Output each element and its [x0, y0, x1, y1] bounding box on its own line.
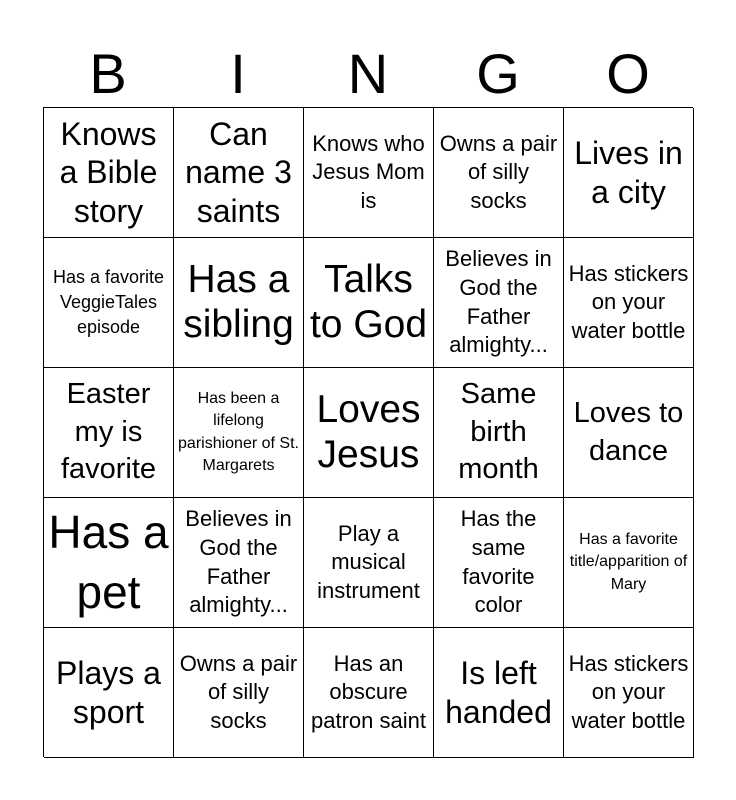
bingo-cell-r3-c1[interactable] [44, 368, 174, 498]
cell-text: Has the same favorite color [460, 506, 537, 618]
bingo-cell-r2-c1[interactable] [44, 238, 174, 368]
header-letter-i: I [230, 42, 246, 105]
cell-text: Is left handed [445, 655, 552, 730]
bingo-grid [43, 107, 693, 757]
cell-text: Loves to dance [573, 396, 684, 467]
bingo-cell-r2-c4[interactable] [434, 238, 564, 368]
cell-text: Lives in a city [574, 135, 683, 210]
cell-text: Has a favorite VeggieTales episode [52, 266, 165, 338]
bingo-cell-r5-c1[interactable] [44, 628, 174, 758]
bingo-cell-r5-c4[interactable] [434, 628, 564, 758]
bingo-cell-r5-c2[interactable] [174, 628, 304, 758]
cell-text: Believes in God the Father almighty... [445, 246, 552, 358]
bingo-cell-r2-c2[interactable] [174, 238, 304, 368]
bingo-cell-r3-c5[interactable] [564, 368, 694, 498]
cell-text: Owns a pair of silly socks [179, 650, 298, 733]
cell-text: Loves Jesus [316, 387, 421, 476]
bingo-cell-r4-c1[interactable] [44, 498, 174, 628]
bingo-cell-r4-c2[interactable] [174, 498, 304, 628]
bingo-cell-r1-c5[interactable] [564, 108, 694, 238]
cell-text: Same birth month [458, 377, 539, 486]
bingo-cell-r1-c3[interactable] [304, 108, 434, 238]
header-letter-b: B [89, 42, 127, 105]
bingo-cell-r3-c2[interactable] [174, 368, 304, 498]
cell-text: Has a sibling [183, 257, 294, 346]
bingo-cell-r2-c3[interactable] [304, 238, 434, 368]
bingo-cell-r4-c5[interactable] [564, 498, 694, 628]
bingo-cell-r3-c4[interactable] [434, 368, 564, 498]
bingo-cell-r5-c3[interactable] [304, 628, 434, 758]
cell-text: Has been a lifelong parishioner of St. Margarets [178, 389, 299, 474]
cell-text: Easter my is favorite [60, 377, 157, 486]
header-letter-o: O [606, 42, 650, 105]
bingo-cell-r1-c1[interactable] [44, 108, 174, 238]
cell-text: Has an obscure patron saint [311, 650, 426, 733]
cell-text: Can name 3 saints [185, 115, 292, 229]
header-letter-n: N [347, 42, 389, 105]
bingo-header [43, 40, 693, 108]
cell-text: Play a musical instrument [317, 520, 420, 603]
bingo-cell-r2-c5[interactable] [564, 238, 694, 368]
cell-text: Has stickers on your water bottle [568, 260, 689, 343]
cell-text: Has a favorite title/apparition of Mary [569, 530, 688, 593]
cell-text: Knows a Bible story [59, 115, 158, 229]
bingo-cell-r5-c5[interactable] [564, 628, 694, 758]
cell-text: Believes in God the Father almighty... [185, 506, 292, 618]
cell-text: Talks to God [309, 257, 428, 346]
bingo-cell-r4-c3[interactable] [304, 498, 434, 628]
cell-text: Knows who Jesus Mom is [312, 130, 425, 213]
bingo-cell-r4-c4[interactable] [434, 498, 564, 628]
header-letter-g: G [476, 42, 520, 105]
cell-text: Owns a pair of silly socks [439, 130, 558, 213]
bingo-cell-r1-c2[interactable] [174, 108, 304, 238]
cell-text: Has stickers on your water bottle [568, 650, 689, 733]
bingo-cell-r3-c3[interactable] [304, 368, 434, 498]
cell-text: Has a pet [48, 505, 169, 618]
bingo-cell-r1-c4[interactable] [434, 108, 564, 238]
cell-text: Plays a sport [56, 655, 161, 730]
